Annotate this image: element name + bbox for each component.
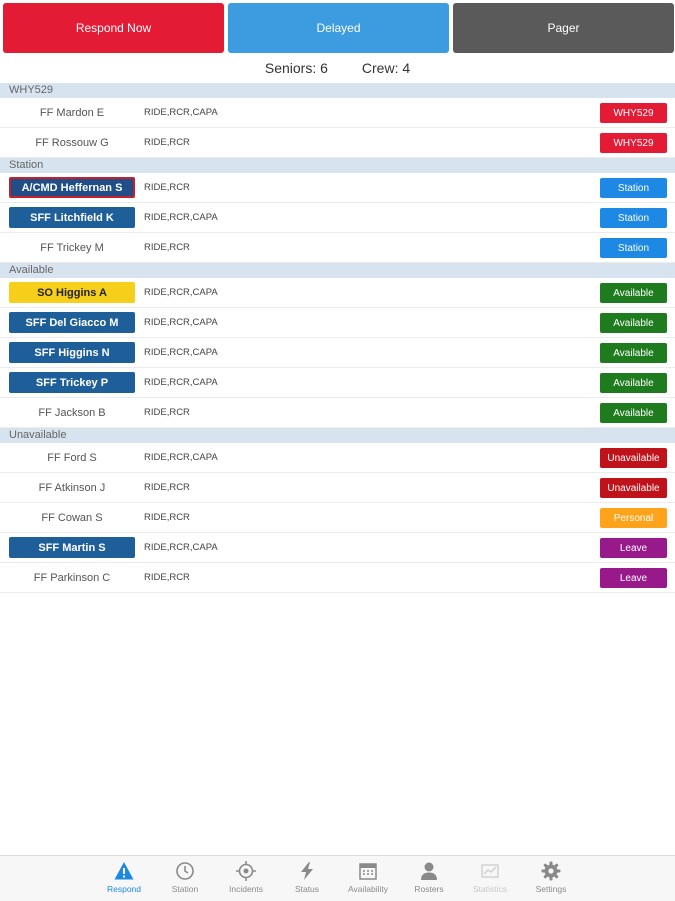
person-qualifications: RIDE,RCR xyxy=(144,482,190,493)
person-qualifications: RIDE,RCR xyxy=(144,407,190,418)
person-qualifications: RIDE,RCR xyxy=(144,182,190,193)
list-item[interactable] xyxy=(0,443,675,473)
person-qualifications: RIDE,RCR,CAPA xyxy=(144,347,218,358)
section-header-unavailable: Unavailable xyxy=(0,428,675,443)
warning-icon xyxy=(114,861,134,881)
person-name: SFF Del Giacco M xyxy=(9,312,135,333)
tab-station[interactable] xyxy=(155,856,216,901)
tab-statistics[interactable] xyxy=(460,856,521,901)
tab-label: Status xyxy=(294,884,320,894)
list-item[interactable] xyxy=(0,338,675,368)
person-qualifications: RIDE,RCR,CAPA xyxy=(144,107,218,118)
person-name: FF Atkinson J xyxy=(38,481,106,494)
person-name: FF Jackson B xyxy=(38,406,106,419)
person-name: SFF Trickey P xyxy=(9,372,135,393)
list-item[interactable] xyxy=(0,473,675,503)
tab-label: Incidents xyxy=(228,884,264,894)
status-badge[interactable]: Unavailable xyxy=(600,448,667,468)
person-name: FF Rossouw G xyxy=(35,136,109,149)
target-icon xyxy=(236,861,256,881)
person-qualifications: RIDE,RCR,CAPA xyxy=(144,452,218,463)
status-badge[interactable]: WHY529 xyxy=(600,103,667,123)
calendar-icon xyxy=(358,861,378,881)
list-item[interactable] xyxy=(0,308,675,338)
tab-label: Statistics xyxy=(472,884,507,894)
chart-icon xyxy=(480,861,500,881)
crew-counts xyxy=(0,60,675,80)
tab-label: Rosters xyxy=(414,884,444,894)
tab-settings[interactable] xyxy=(521,856,582,901)
crew-count: Crew: 4 xyxy=(361,60,411,76)
status-badge[interactable]: Leave xyxy=(600,568,667,588)
tab-label: Station xyxy=(171,884,199,894)
status-badge[interactable]: Available xyxy=(600,343,667,363)
person-name: FF Mardon E xyxy=(39,106,105,119)
status-badge[interactable]: Unavailable xyxy=(600,478,667,498)
section-header-station: Station xyxy=(0,158,675,173)
status-badge[interactable]: Station xyxy=(600,178,667,198)
list-item[interactable] xyxy=(0,98,675,128)
person-name: FF Parkinson C xyxy=(33,571,111,584)
list-item[interactable] xyxy=(0,233,675,263)
tab-availability[interactable] xyxy=(338,856,399,901)
tab-label: Availability xyxy=(347,884,388,894)
respond-now-button[interactable]: Respond Now xyxy=(3,3,224,53)
list-item[interactable] xyxy=(0,563,675,593)
person-name: SO Higgins A xyxy=(9,282,135,303)
seniors-count: Seniors: 6 xyxy=(264,60,328,76)
tab-label: Settings xyxy=(535,884,567,894)
list-item[interactable] xyxy=(0,128,675,158)
person-name: FF Cowan S xyxy=(41,511,103,524)
section-header-why529: WHY529 xyxy=(0,83,675,98)
status-badge[interactable]: Station xyxy=(600,238,667,258)
tab-status[interactable] xyxy=(277,856,338,901)
list-item[interactable] xyxy=(0,173,675,203)
clock-icon xyxy=(175,861,195,881)
pager-button[interactable]: Pager xyxy=(453,3,674,53)
action-bar xyxy=(0,0,675,56)
gear-icon xyxy=(541,861,561,881)
status-badge[interactable]: Available xyxy=(600,373,667,393)
list-item[interactable] xyxy=(0,533,675,563)
status-badge[interactable]: WHY529 xyxy=(600,133,667,153)
person-icon xyxy=(419,861,439,881)
personnel-list xyxy=(0,83,675,593)
list-item[interactable] xyxy=(0,503,675,533)
tab-label: Respond xyxy=(106,884,142,894)
person-qualifications: RIDE,RCR xyxy=(144,572,190,583)
person-name: SFF Higgins N xyxy=(9,342,135,363)
person-qualifications: RIDE,RCR xyxy=(144,242,190,253)
list-item[interactable] xyxy=(0,203,675,233)
status-badge[interactable]: Leave xyxy=(600,538,667,558)
status-badge[interactable]: Available xyxy=(600,313,667,333)
tab-respond[interactable] xyxy=(94,856,155,901)
person-qualifications: RIDE,RCR,CAPA xyxy=(144,317,218,328)
person-name: A/CMD Heffernan S xyxy=(9,177,135,198)
person-name: SFF Martin S xyxy=(9,537,135,558)
person-name: SFF Litchfield K xyxy=(9,207,135,228)
status-badge[interactable]: Personal xyxy=(600,508,667,528)
list-item[interactable] xyxy=(0,398,675,428)
status-badge[interactable]: Available xyxy=(600,283,667,303)
person-qualifications: RIDE,RCR xyxy=(144,137,190,148)
person-qualifications: RIDE,RCR,CAPA xyxy=(144,542,218,553)
list-item[interactable] xyxy=(0,278,675,308)
lightning-icon xyxy=(297,861,317,881)
person-name: FF Ford S xyxy=(47,451,97,464)
tab-incidents[interactable] xyxy=(216,856,277,901)
tab-rosters[interactable] xyxy=(399,856,460,901)
person-name: FF Trickey M xyxy=(40,241,104,254)
person-qualifications: RIDE,RCR,CAPA xyxy=(144,212,218,223)
person-qualifications: RIDE,RCR,CAPA xyxy=(144,377,218,388)
delayed-button[interactable]: Delayed xyxy=(228,3,449,53)
status-badge[interactable]: Available xyxy=(600,403,667,423)
bottom-tab-bar xyxy=(0,855,675,901)
list-item[interactable] xyxy=(0,368,675,398)
person-qualifications: RIDE,RCR xyxy=(144,512,190,523)
person-qualifications: RIDE,RCR,CAPA xyxy=(144,287,218,298)
status-badge[interactable]: Station xyxy=(600,208,667,228)
section-header-available: Available xyxy=(0,263,675,278)
